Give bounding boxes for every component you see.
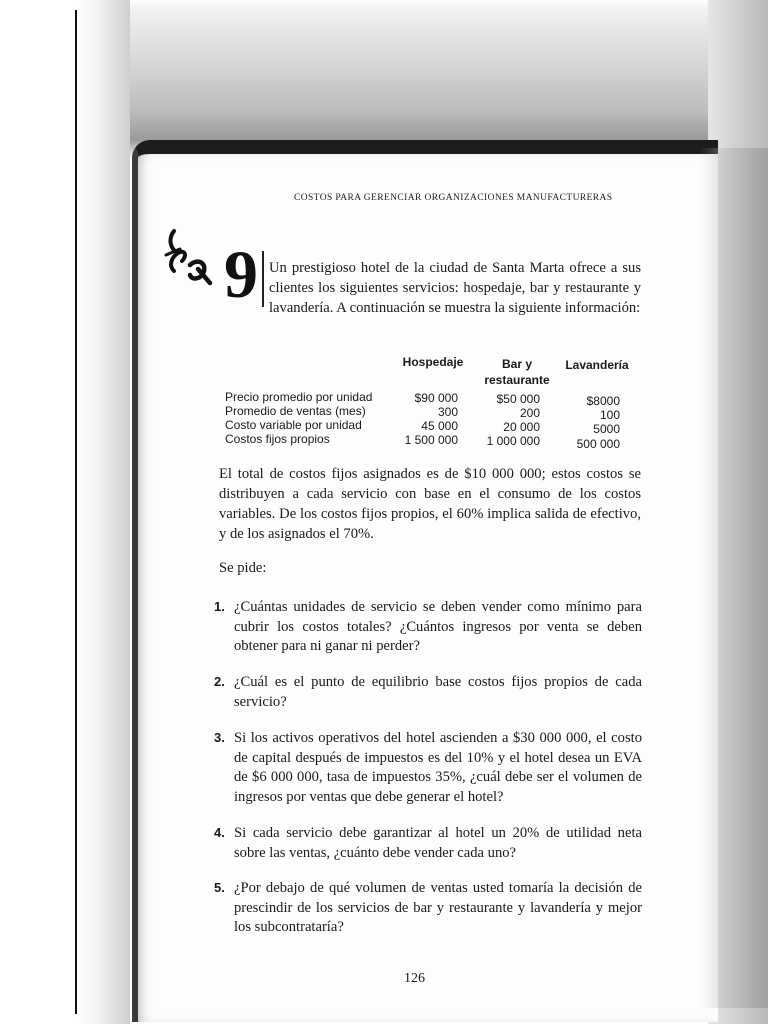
question-text: Si los activos operativos del hotel ascienden a $30 000 000, el costo de capital después de impuestos es del 10% y el hotel desea un EVA de $6 000 000, tasa de impuestos 35%, ¿cuál debe ser el volumen de ingresos por ventas que debe generar el hotel? — [234, 730, 642, 805]
running-header: COSTOS PARA GERENCIAR ORGANIZACIONES MANUFACTURERAS — [294, 193, 613, 203]
table-row-label: Costos fijos propios — [225, 432, 330, 446]
exercise-intro: Un prestigioso hotel de la ciudad de Santa Marta ofrece a sus clientes los siguientes servicios: hospedaje, bar y restaurante y lavandería. A continuación se muestra la siguiente información: — [269, 260, 641, 316]
scan-left-margin — [0, 0, 130, 1024]
exercise-number-rule — [262, 251, 264, 307]
binder-edge-line — [75, 10, 77, 1014]
table-header-hospedaje: Hospedaje — [402, 355, 464, 369]
table-row-label: Promedio de ventas (mes) — [225, 404, 366, 418]
question-number: 4. — [214, 825, 225, 840]
question-number: 1. — [214, 599, 225, 614]
question-text: ¿Por debajo de qué volumen de ventas usted tomaría la decisión de prescindir de los servicios de bar y restaurante y lavandería y mejor los subcontrataría? — [234, 880, 642, 935]
page-number: 126 — [404, 971, 425, 986]
table-cell: 5000 — [593, 422, 620, 436]
question-number: 5. — [214, 880, 225, 895]
se-pide-label: Se pide: — [219, 560, 267, 576]
table-header-lavanderia: Lavandería — [565, 358, 629, 372]
table-cell: 200 — [519, 406, 540, 420]
table-row-label: Precio promedio por unidad — [225, 390, 373, 404]
table-cell: $8000 — [586, 394, 620, 408]
table-cell: 20 000 — [503, 420, 540, 434]
table-header-bar-restaurante: Bar y restaurante — [484, 357, 550, 387]
table-cell: 300 — [437, 405, 458, 419]
exercise-number: 9 — [224, 236, 258, 312]
table-cell: 100 — [599, 408, 620, 422]
table-cell: 1 000 000 — [486, 434, 540, 448]
table-cell: 45 000 — [421, 419, 458, 433]
question-text: Si cada servicio debe garantizar al hotel un 20% de utilidad neta sobre las ventas, ¿cuánto debe vender cada uno? — [234, 825, 642, 861]
question-number: 3. — [214, 730, 225, 745]
page-curl-shadow — [700, 148, 768, 1008]
question-text: ¿Cuál es el punto de equilibrio base costos fijos propios de cada servicio? — [234, 674, 642, 710]
handwritten-annotation — [160, 225, 220, 295]
question-number: 2. — [214, 674, 225, 689]
body-paragraph: El total de costos fijos asignados es de $10 000 000; estos costos se distribuyen a cada servicio con base en el consumo de los costos variables. De los costos fijos propios, el 60% implica salida de efectivo, y de los asignados el 70%. — [219, 466, 641, 542]
table-cell: 1 500 000 — [404, 433, 458, 447]
table-row-label: Costo variable por unidad — [225, 418, 362, 432]
table-cell: $50 000 — [496, 392, 540, 406]
table-cell: 500 000 — [576, 437, 620, 451]
question-text: ¿Cuántas unidades de servicio se deben vender como mínimo para cubrir los costos totales? ¿Cuántos ingresos por venta se deben obtener para ni ganar ni perder? — [234, 599, 642, 654]
table-cell: $90 000 — [414, 391, 458, 405]
